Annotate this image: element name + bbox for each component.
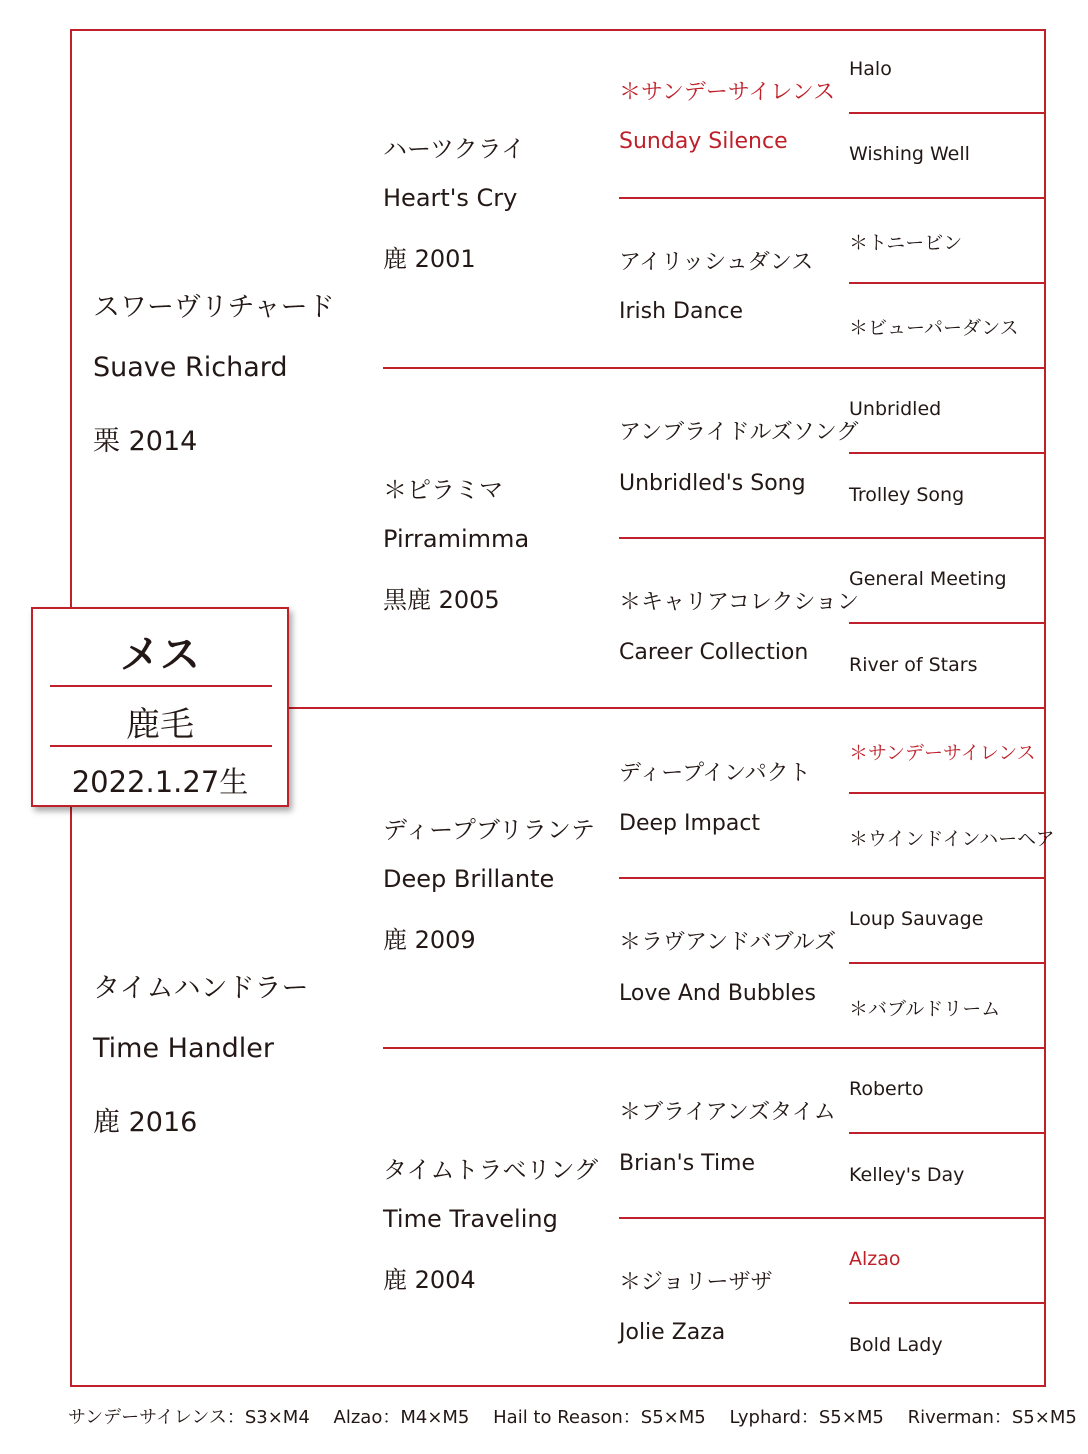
gen3-name-en: Brian's Time xyxy=(619,1151,756,1176)
gen2-name-en: Deep Brillante xyxy=(383,865,555,893)
inbreeding-item: Alzao：M4×M5 xyxy=(333,1407,470,1428)
gen4-name: Kelley's Day xyxy=(849,1164,965,1186)
gen3-name-jp: ＊サンデーサイレンス xyxy=(619,80,836,105)
gen4-name: Bold Lady xyxy=(849,1334,943,1356)
divider-gen4-4 xyxy=(849,622,1046,624)
foal-birth-date: 2022.1.27生 xyxy=(71,765,249,799)
divider-gen4-6 xyxy=(849,962,1046,964)
divider-gen3-3 xyxy=(619,877,1046,879)
divider-gen4-8 xyxy=(849,1302,1046,1304)
gen3-name-jp: ＊ジョリーザザ xyxy=(619,1270,773,1295)
dam-name-jp: タイムハンドラー xyxy=(93,973,309,1004)
gen2-name-jp: ハーツクライ xyxy=(383,135,526,163)
dam-name-en: Time Handler xyxy=(93,1033,274,1064)
inbreeding-item: Lyphard：S5×M5 xyxy=(729,1407,884,1428)
gen4-name: General Meeting xyxy=(849,568,1007,590)
divider-gen4-7 xyxy=(849,1132,1046,1134)
gen3-name-en: Jolie Zaza xyxy=(619,1320,726,1345)
divider-gen4-3 xyxy=(849,452,1046,454)
sire-name-jp: スワーヴリチャード xyxy=(93,292,335,323)
divider-gen4-5 xyxy=(849,792,1046,794)
gen4-name: Roberto xyxy=(849,1078,924,1100)
foal-sex: メス xyxy=(120,632,200,678)
gen2-name-jp: ディープブリランテ xyxy=(383,816,595,844)
gen4-name: ＊ウインドインハーヘア xyxy=(849,828,1055,850)
gen2-name-jp: タイムトラベリング xyxy=(383,1156,599,1184)
sire-name-en: Suave Richard xyxy=(93,352,288,383)
gen2-name-en: Time Traveling xyxy=(383,1205,558,1233)
gen3-name-jp: ＊ラヴアンドバブルズ xyxy=(619,930,837,955)
divider-sire-dam xyxy=(289,707,1046,709)
gen4-name: Halo xyxy=(849,58,892,80)
gen2-info: 黒鹿 2005 xyxy=(383,586,500,614)
gen4-name: ＊ビューパーダンス xyxy=(849,317,1019,339)
foal-divider xyxy=(50,745,272,747)
gen4-name: Unbridled xyxy=(849,398,942,420)
divider-gen3-2 xyxy=(619,537,1046,539)
gen3-name-en: Sunday Silence xyxy=(619,129,788,154)
gen3-name-en: Career Collection xyxy=(619,640,809,665)
gen2-name-en: Heart's Cry xyxy=(383,184,518,212)
gen4-name: Wishing Well xyxy=(849,143,970,165)
gen3-name-jp: アンブライドルズソング xyxy=(619,420,859,445)
gen4-name: River of Stars xyxy=(849,654,978,676)
gen3-name-jp: ディープインパクト xyxy=(619,761,811,786)
gen4-name: ＊バブルドリーム xyxy=(849,998,1001,1020)
divider-gen3-4 xyxy=(619,1217,1046,1219)
inbreeding-item: サンデーサイレンス：S3×M4 xyxy=(68,1407,310,1428)
gen3-name-jp: ＊キャリアコレクション xyxy=(619,590,860,615)
gen3-name-en: Irish Dance xyxy=(619,299,744,324)
inbreeding-item: Hail to Reason：S5×M5 xyxy=(493,1407,706,1428)
divider-gen4-1 xyxy=(849,112,1046,114)
gen3-name-jp: アイリッシュダンス xyxy=(619,250,814,275)
divider-gen4-2 xyxy=(849,282,1046,284)
divider-gen3-1 xyxy=(619,197,1046,199)
divider-gen2-1 xyxy=(383,367,1046,369)
gen2-name-jp: ＊ピラミマ xyxy=(383,476,503,504)
gen4-name: Alzao xyxy=(849,1248,901,1270)
gen2-name-en: Pirramimma xyxy=(383,525,530,553)
sire-info: 栗 2014 xyxy=(93,426,198,457)
foal-divider xyxy=(50,685,272,687)
dam-info: 鹿 2016 xyxy=(93,1107,198,1138)
gen4-name: Trolley Song xyxy=(849,484,965,506)
divider-gen2-2 xyxy=(383,1047,1046,1049)
gen3-name-en: Deep Impact xyxy=(619,811,761,836)
foal-color: 鹿毛 xyxy=(126,705,194,745)
gen3-name-jp: ＊ブライアンズタイム xyxy=(619,1100,836,1125)
gen2-info: 鹿 2001 xyxy=(383,245,476,273)
gen3-name-en: Unbridled's Song xyxy=(619,471,806,496)
gen2-info: 鹿 2009 xyxy=(383,926,476,954)
gen4-name: ＊サンデーサイレンス xyxy=(849,742,1036,764)
gen4-name: Loup Sauvage xyxy=(849,908,984,930)
foal-info-box xyxy=(31,607,289,807)
inbreeding-item: Riverman：S5×M5 xyxy=(907,1407,1077,1428)
gen4-name: ＊トニービン xyxy=(849,232,963,254)
inbreeding-line xyxy=(68,1403,1088,1429)
gen3-name-en: Love And Bubbles xyxy=(619,981,816,1006)
gen2-info: 鹿 2004 xyxy=(383,1266,476,1294)
